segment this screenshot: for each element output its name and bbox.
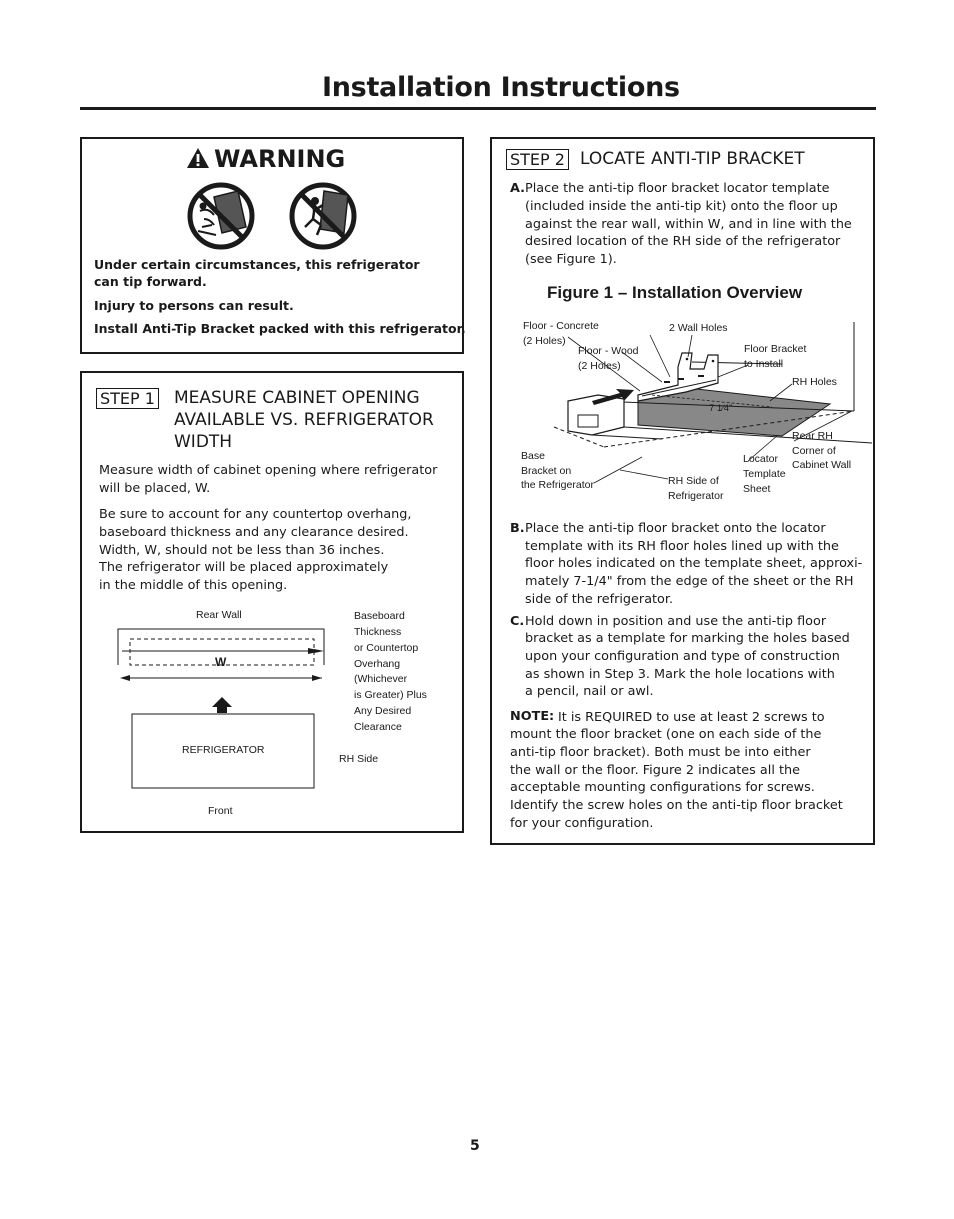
step2-box xyxy=(490,137,875,845)
step2-c-label: C. xyxy=(510,614,525,629)
note-line-5: acceptable mounting configurations for screws. xyxy=(510,780,815,795)
cabinet-width-diagram xyxy=(82,373,462,831)
step2-c-line-4: as shown in Step 3. Mark the hole locations with xyxy=(525,667,835,682)
rh-side-refrigerator-label-1: RH Side of xyxy=(668,475,719,487)
front-label: Front xyxy=(208,805,233,817)
step2-a-label: A. xyxy=(510,181,526,196)
rear-rh-corner-label-1: Rear RH xyxy=(792,430,833,442)
step2-b-line-3: floor holes indicated on the template sheet, approxi- xyxy=(525,556,863,571)
warning-triangle-icon xyxy=(186,147,210,175)
step1-para2-line-5: in the middle of this opening. xyxy=(99,578,288,593)
step1-para2-line-1: Be sure to account for any countertop overhang, xyxy=(99,507,412,522)
warning-line-2: can tip forward. xyxy=(94,274,207,289)
base-bracket-label-1: Base xyxy=(521,450,545,462)
step1-para1-line-1: Measure width of cabinet opening where refrigerator xyxy=(99,463,438,478)
no-tipping-refrigerator-icon xyxy=(186,181,256,251)
floor-wood-label-2: (2 Holes) xyxy=(578,360,621,372)
rear-rh-corner-label-3: Cabinet Wall xyxy=(792,459,852,471)
note-line-3: anti-tip floor bracket). Both must be into either xyxy=(510,745,811,760)
step2-a-line-2: (included inside the anti-tip kit) onto the floor up xyxy=(525,199,838,214)
step2-b-line-5: side of the refrigerator. xyxy=(525,592,674,607)
step1-tag: STEP 1 xyxy=(96,388,159,409)
step1-title-line-1: MEASURE CABINET OPENING xyxy=(174,388,420,408)
wall-holes-label: 2 Wall Holes xyxy=(669,322,728,334)
warning-line-1: Under certain circumstances, this refrigerator xyxy=(94,257,420,272)
step2-c-line-3: upon your configuration and type of construction xyxy=(525,649,840,664)
step2-tag: STEP 2 xyxy=(506,149,569,170)
step2-c-line-5: a pencil, nail or awl. xyxy=(525,684,654,699)
step1-para2-line-2: baseboard thickness and any clearance desired. xyxy=(99,525,409,540)
baseboard-label-6: is Greater) Plus xyxy=(354,689,427,701)
step2-a-line-4: desired location of the RH side of the refrigerator xyxy=(525,234,841,249)
baseboard-label-1: Baseboard xyxy=(354,610,405,622)
floor-bracket-label-2: to Install xyxy=(744,358,784,370)
rear-rh-corner-label-2: Corner of xyxy=(792,445,836,457)
refrigerator-label: REFRIGERATOR xyxy=(182,744,265,756)
locator-label-2: Template xyxy=(743,468,786,480)
rh-side-refrigerator-label-2: Refrigerator xyxy=(668,490,724,502)
dimension-label: 7 1⁄4" xyxy=(709,403,733,414)
base-bracket-label-3: the Refrigerator xyxy=(521,479,594,491)
width-label: W xyxy=(215,655,227,669)
baseboard-label-8: Clearance xyxy=(354,721,402,733)
floor-concrete-label-1: Floor - Concrete xyxy=(523,320,599,332)
step1-title-line-2: AVAILABLE VS. REFRIGERATOR xyxy=(174,410,434,430)
step2-b-line-4: mately 7-1/4" from the edge of the sheet or the RH xyxy=(525,574,854,589)
floor-concrete-label-2: (2 Holes) xyxy=(523,335,566,347)
page-number: 5 xyxy=(470,1138,480,1154)
warning-box xyxy=(80,137,464,354)
note-line-4: the wall or the floor. Figure 2 indicates all the xyxy=(510,763,800,778)
step2-a-line-1: Place the anti-tip floor bracket locator template xyxy=(525,181,830,196)
baseboard-label-2: Thickness xyxy=(354,626,402,638)
baseboard-label-5: (Whichever xyxy=(354,673,408,685)
locator-label-3: Sheet xyxy=(743,483,771,495)
step1-box xyxy=(80,371,464,833)
step2-b-line-1: Place the anti-tip floor bracket onto the locator xyxy=(525,521,826,536)
rh-holes-label: RH Holes xyxy=(792,376,837,388)
step2-title: LOCATE ANTI-TIP BRACKET xyxy=(580,149,805,169)
rear-wall-label: Rear Wall xyxy=(196,609,242,621)
step2-a-line-3: against the rear wall, within W, and in line with the xyxy=(525,217,852,232)
note-line-2: mount the floor bracket (one on each side of the xyxy=(510,727,822,742)
step1-para2-line-3: Width, W, should not be less than 36 inches. xyxy=(99,543,385,558)
step2-b-label: B. xyxy=(510,521,525,536)
step1-para1-line-2: will be placed, W. xyxy=(99,481,211,496)
locator-label-1: Locator xyxy=(743,453,779,465)
floor-bracket-label-1: Floor Bracket xyxy=(744,343,807,355)
step2-c-line-1: Hold down in position and use the anti-tip floor xyxy=(525,614,827,629)
note-line-6: Identify the screw holes on the anti-tip floor bracket xyxy=(510,798,843,813)
note-line-1: It is REQUIRED to use at least 2 screws to xyxy=(558,710,825,725)
warning-line-3: Injury to persons can result. xyxy=(94,298,294,313)
step1-para2-line-4: The refrigerator will be placed approximately xyxy=(99,560,389,575)
baseboard-label-7: Any Desired xyxy=(354,705,412,717)
step1-title-line-3: WIDTH xyxy=(174,432,233,452)
no-climbing-refrigerator-icon xyxy=(288,181,358,251)
rh-side-label: RH Side xyxy=(339,753,379,765)
title-rule xyxy=(80,107,876,110)
step2-b-line-2: template with its RH floor holes lined up with the xyxy=(525,539,839,554)
baseboard-label-4: Overhang xyxy=(354,658,401,670)
warning-line-4: Install Anti-Tip Bracket packed with this refrigerator. xyxy=(94,321,466,336)
floor-wood-label-1: Floor - Wood xyxy=(578,345,639,357)
base-bracket-label-2: Bracket on xyxy=(521,465,572,477)
baseboard-label-3: or Countertop xyxy=(354,642,419,654)
warning-heading-text: WARNING xyxy=(214,145,346,173)
page-title: Installation Instructions xyxy=(322,72,680,103)
step2-a-line-5: (see Figure 1). xyxy=(525,252,617,267)
figure1-title: Figure 1 – Installation Overview xyxy=(547,283,803,302)
warning-heading xyxy=(186,145,345,175)
step2-c-line-2: bracket as a template for marking the holes based xyxy=(525,631,850,646)
note-label: NOTE: xyxy=(510,709,555,724)
note-line-7: for your configuration. xyxy=(510,816,654,831)
